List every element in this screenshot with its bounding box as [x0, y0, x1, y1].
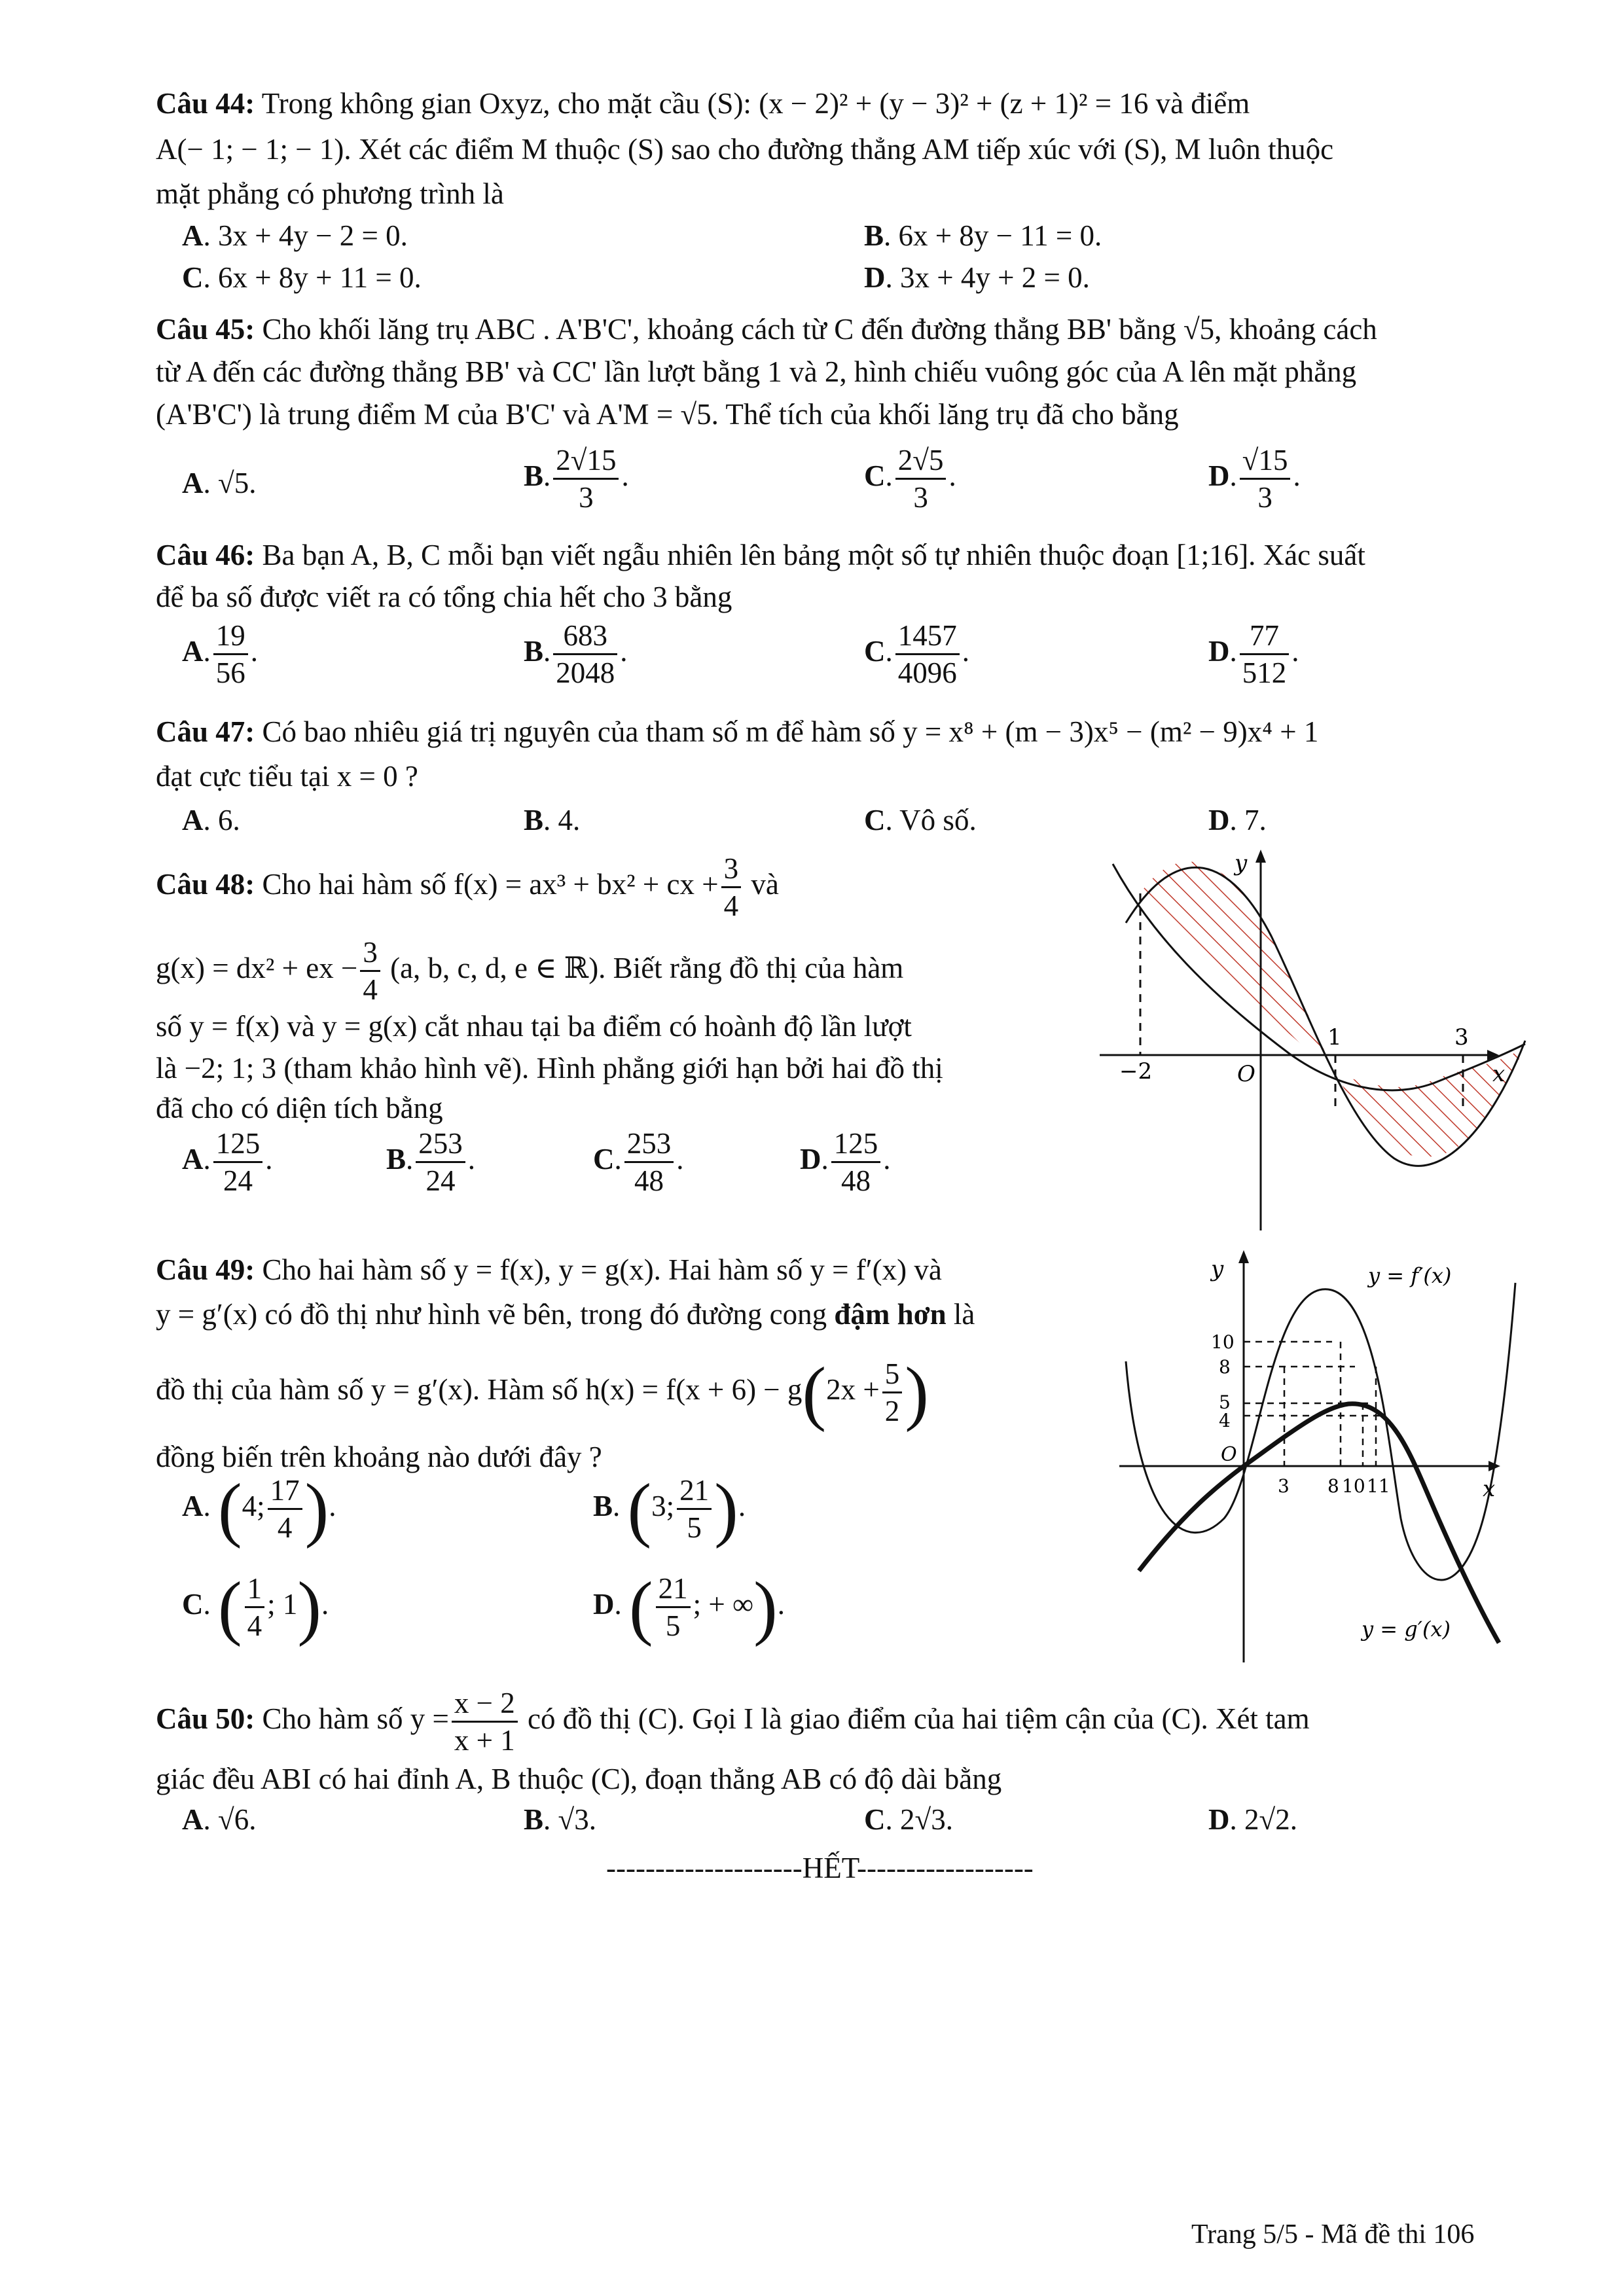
q47-option-d: D. 7. — [1208, 804, 1267, 836]
q45-option-d-fraction: $\frac{√15}{3}$ — [1240, 442, 1291, 515]
q49-x-tick-10: 10 — [1342, 1475, 1365, 1497]
q45-option-a: A. √5. — [182, 467, 257, 499]
q46-option-c-fraction: $\frac{1457}{4096}$ — [895, 618, 960, 691]
q49-line4: đồng biến trên khoảng nào dưới đây ? — [156, 1441, 602, 1473]
q49-option-a-fraction: $\frac{17}{4}$ — [268, 1473, 302, 1545]
q49-g-label: y = g′(x) — [1362, 1617, 1451, 1641]
q48-option-d: D. $\frac{125}{48}$ . — [800, 1127, 891, 1197]
q49-line1: Câu 49: Cho hai hàm số y = f(x), y = g(x). Hai hàm số y = f′(x) và — [156, 1253, 942, 1286]
q49-option-d: D. ( $\frac{21}{5}$ ; + ∞). — [593, 1567, 785, 1647]
q44-option-d: D. 3x + 4y + 2 = 0. — [864, 261, 1090, 294]
q48-line4: là −2; 1; 3 (tham khảo hình vẽ). Hình phẳng giới hạn bởi hai đồ thị — [156, 1052, 943, 1085]
q46-option-d-fraction: $\frac{77}{512}$ — [1240, 618, 1290, 691]
q48-region-left — [1140, 862, 1335, 1073]
q49-option-c: C. ( $\frac{1}{4}$ ; 1). — [182, 1567, 329, 1647]
q48-option-c: C. $\frac{253}{48}$ . — [593, 1127, 684, 1197]
q47-line2: đạt cực tiểu tại x = 0 ? — [156, 760, 418, 793]
q46-option-d: D. $\frac{77}{512}$ . — [1208, 619, 1299, 689]
q45-option-b-fraction: $\frac{2√15}{3}$ — [553, 442, 619, 515]
q47-option-a: A. 6. — [182, 804, 240, 836]
q45-line1 — [156, 311, 1377, 348]
q48-option-b: B. $\frac{253}{24}$ . — [386, 1127, 476, 1197]
q49-graph — [1113, 1244, 1532, 1662]
q50-line2: giác đều ABI có hai đỉnh A, B thuộc (C), đoạn thẳng AB có độ dài bằng — [156, 1763, 1002, 1795]
q49-y-tick-5: 5 — [1219, 1391, 1231, 1413]
q48-option-b-fraction: $\frac{253}{24}$ — [416, 1126, 465, 1198]
q45-label: Câu 45: — [156, 313, 255, 346]
q46-option-b: B. $\frac{683}{2048}$ . — [524, 619, 628, 689]
q48-graph — [1100, 844, 1532, 1230]
q48-x-tick-minus2: −2 — [1119, 1058, 1153, 1085]
q46-line1 — [156, 537, 1365, 573]
q50-option-d: D. 2√2. — [1208, 1803, 1297, 1836]
q48-line1: Câu 48: Cho hai hàm số f(x) = ax³ + bx² + cx + $\frac{3}{4}$ và — [156, 852, 779, 922]
q49-option-b-fraction: $\frac{21}{5}$ — [677, 1473, 712, 1545]
q45-option-c: C. $\frac{2√5}{3}$ . — [864, 444, 956, 514]
q49-x-tick-11: 11 — [1367, 1475, 1390, 1497]
q49-label: Câu 49: — [156, 1253, 255, 1286]
q49-bold-text: đậm hơn — [834, 1298, 947, 1331]
q47-option-b: B. 4. — [524, 804, 581, 836]
q48-fraction-1: $\frac{3}{4}$ — [721, 851, 742, 924]
q49-y-tick-4: 4 — [1219, 1410, 1231, 1431]
q45-option-b: B. $\frac{2√15}{3}$ . — [524, 444, 629, 514]
q48-option-c-fraction: $\frac{253}{48}$ — [624, 1126, 674, 1198]
q44-option-b: B. 6x + 8y − 11 = 0. — [864, 219, 1102, 252]
q44-line3: mặt phẳng có phương trình là — [156, 177, 504, 210]
q49-x-label: x — [1483, 1476, 1496, 1502]
q50-option-b: B. √3. — [524, 1803, 596, 1836]
q46-line2: để ba số được viết ra có tổng chia hết cho 3 bằng — [156, 581, 732, 613]
q49-option-a: A. (4; $\frac{17}{4}$ ). — [182, 1469, 336, 1549]
q47-label: Câu 47: — [156, 715, 255, 748]
q46-label: Câu 46: — [156, 539, 255, 571]
q48-line3: số y = f(x) và y = g(x) cắt nhau tại ba điểm có hoành độ lần lượt — [156, 1010, 912, 1043]
q48-x-tick-1: 1 — [1327, 1024, 1342, 1050]
end-mark: --------------------HẾT------------------ — [606, 1852, 1034, 1884]
q46-option-a: A. $\frac{19}{56}$ . — [182, 619, 258, 689]
q45-option-c-fraction: $\frac{2√5}{3}$ — [895, 442, 947, 515]
q44-label: Câu 44: — [156, 87, 255, 120]
q49-option-c-fraction: $\frac{1}{4}$ — [245, 1571, 265, 1643]
q48-line2: g(x) = dx² + ex − $\frac{3}{4}$ (a, b, c, d, e ∈ ℝ). Biết rằng đồ thị của hàm — [156, 936, 904, 1006]
q46-option-a-fraction: $\frac{19}{56}$ — [213, 618, 248, 691]
q49-y-axis-arrow — [1238, 1250, 1249, 1263]
q48-x-tick-3: 3 — [1454, 1024, 1469, 1050]
q50-fraction: $\frac{x - 2}{x + 1}$ — [452, 1685, 518, 1758]
q47-option-c: C. Vô số. — [864, 804, 977, 836]
q49-fraction: $\frac{5}{2}$ — [882, 1356, 903, 1429]
q49-origin-label: O — [1221, 1443, 1237, 1466]
q50-label: Câu 50: — [156, 1702, 255, 1735]
q45-line2: từ A đến các đường thẳng BB' và CC' lần lượt bằng 1 và 2, hình chiếu vuông góc của A lên mặt phẳng — [156, 355, 1357, 388]
q45-text1: Cho khối lăng trụ ABC . A'B'C', khoảng cách từ C đến đường thẳng BB' bằng √5, khoảng cách — [255, 313, 1377, 346]
q44-option-c: C. 6x + 8y + 11 = 0. — [182, 261, 422, 294]
q46-option-c: C. $\frac{1457}{4096}$ . — [864, 619, 969, 689]
q49-curve-f-prime — [1126, 1283, 1515, 1580]
q48-origin-label: O — [1237, 1061, 1255, 1087]
q45-option-d: D. $\frac{√15}{3}$ . — [1208, 444, 1301, 514]
q44-line2: A(− 1; − 1; − 1). Xét các điểm M thuộc (S) sao cho đường thẳng AM tiếp xúc với (S), M luôn thuộc — [156, 133, 1334, 166]
q48-option-d-fraction: $\frac{125}{48}$ — [831, 1126, 881, 1198]
q48-y-axis-arrow — [1255, 850, 1266, 863]
q50-line1: Câu 50: Cho hàm số y = $\frac{x - 2}{x + 1}$ có đồ thị (C). Gọi I là giao điểm của hai tiệm cận của (C). Xét tam — [156, 1687, 1310, 1757]
q49-x-tick-8: 8 — [1327, 1475, 1339, 1497]
q48-option-a-fraction: $\frac{125}{24}$ — [213, 1126, 263, 1198]
q44-option-a: A. 3x + 4y − 2 = 0. — [182, 219, 408, 252]
q45-line3: (A'B'C') là trung điểm M của B'C' và A'M = √5. Thể tích của khối lăng trụ đã cho bằng — [156, 398, 1179, 431]
q49-line3: đồ thị của hàm số y = g′(x). Hàm số h(x) = f(x + 6) − g(2x + $\frac{5}{2}$ ) — [156, 1352, 929, 1433]
q49-x-tick-3: 3 — [1278, 1475, 1290, 1497]
q48-x-label: x — [1492, 1061, 1506, 1087]
q49-line2: y = g′(x) có đồ thị như hình vẽ bên, trong đó đường cong đậm hơn là — [156, 1298, 975, 1331]
q49-f-label: y = f′(x) — [1368, 1263, 1452, 1288]
q49-y-label: y — [1211, 1256, 1224, 1282]
q50-option-c: C. 2√3. — [864, 1803, 953, 1836]
q47-line1 — [156, 713, 1318, 750]
q48-y-label: y — [1235, 850, 1248, 876]
q50-option-a: A. √6. — [182, 1803, 257, 1836]
q46-option-b-fraction: $\frac{683}{2048}$ — [553, 618, 617, 691]
q49-curve-g-prime — [1139, 1404, 1499, 1643]
q48-label: Câu 48: — [156, 867, 255, 901]
q49-option-b: B. (3; $\frac{21}{5}$ ). — [593, 1469, 746, 1549]
q49-option-d-fraction: $\frac{21}{5}$ — [656, 1571, 691, 1643]
page-footer: Trang 5/5 - Mã đề thi 106 — [1191, 2219, 1475, 2250]
q48-option-a: A. $\frac{125}{24}$ . — [182, 1127, 273, 1197]
q49-y-tick-10: 10 — [1211, 1331, 1235, 1353]
q44-line1 — [156, 85, 1250, 122]
q47-text1: Có bao nhiêu giá trị nguyên của tham số m để hàm số y = x⁸ + (m − 3)x⁵ − (m² − 9)x⁴ + 1 — [255, 715, 1319, 748]
q46-text1: Ba bạn A, B, C mỗi bạn viết ngẫu nhiên lên bảng một số tự nhiên thuộc đoạn [1;16]. Xác suất — [255, 539, 1365, 571]
q44-text1: Trong không gian Oxyz, cho mặt cầu (S): (x − 2)² + (y − 3)² + (z + 1)² = 16 và điểm — [255, 87, 1250, 120]
q48-line5: đã cho có diện tích bằng — [156, 1092, 443, 1124]
q49-y-tick-8: 8 — [1219, 1356, 1231, 1378]
q48-fraction-2: $\frac{3}{4}$ — [360, 935, 380, 1007]
